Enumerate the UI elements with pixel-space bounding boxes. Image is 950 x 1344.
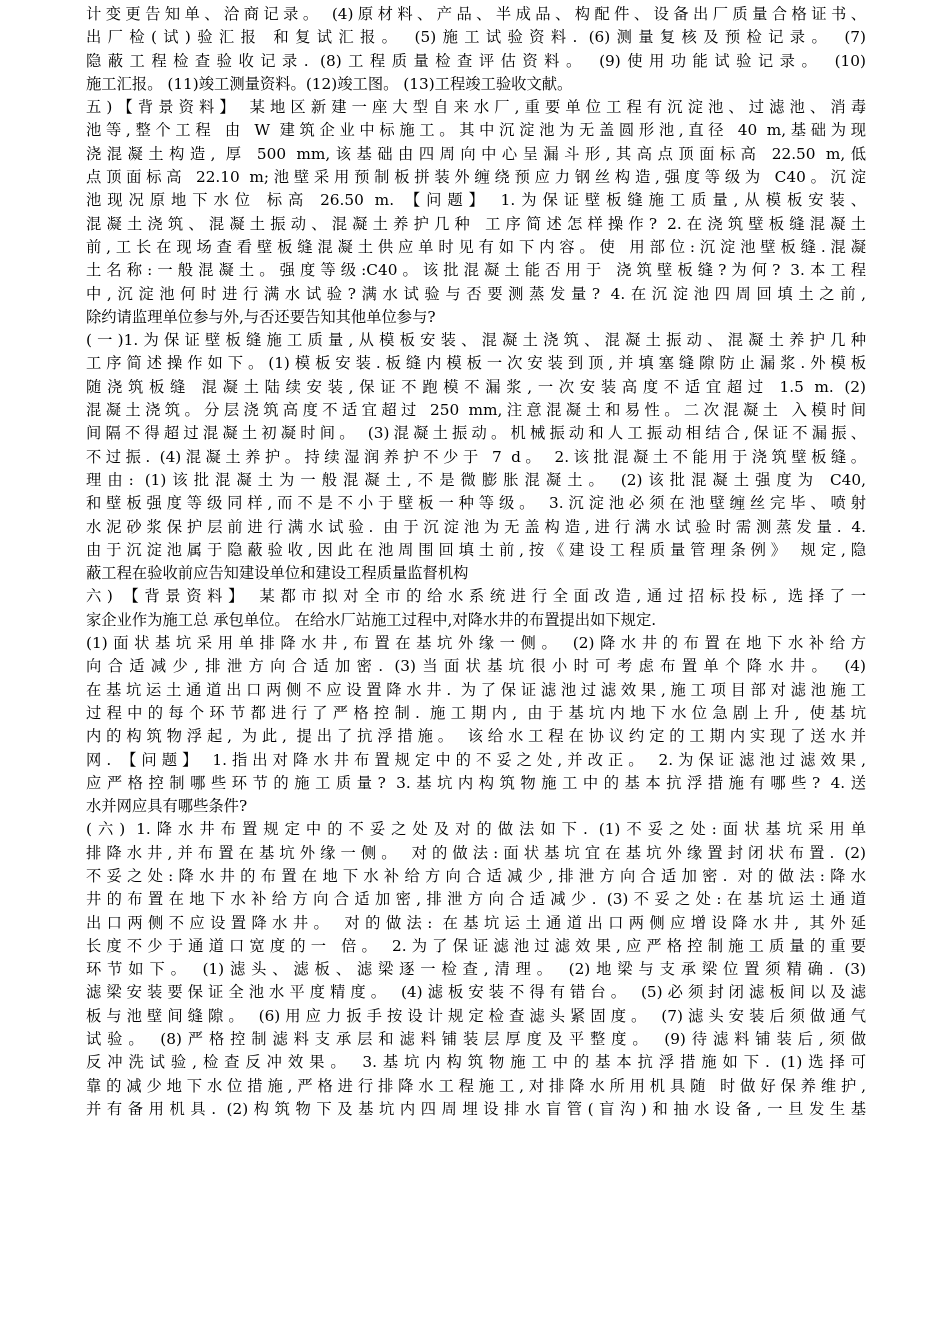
text-line: 在基坑运土通道出口两侧不应设置降水井. 为了保证滤池过滤效果,施工项目部对滤池施工 xyxy=(86,680,866,699)
text-line: 混凝土浇筑、混凝土振动、混凝土养护几种 工序简述怎样操作? 2.在浇筑壁板缝混凝土 xyxy=(86,214,866,233)
text-line: 计变更告知单、洽商记录。 (4)原材料、产品、半成品、构配件、设备出厂质量合格证书、 xyxy=(86,5,866,23)
text-line: 滤梁安装要保证全池水平度精度。 (4)滤板安装不得有错台。 (5)必须封闭滤板间以及滤 xyxy=(86,983,866,1002)
text-line: 靠的减少地下水位措施,严格进行排降水工程施工,对排降水所用机具随 时做好保养维护, xyxy=(86,1076,866,1095)
text-line: 向合适减少,排泄方向合适加密. (3)当面状基坑很小时可考虑布置单个降水井。 (4) xyxy=(86,657,866,676)
text-line: 浇混凝土构造, 厚 500 mm,该基础由四周向中心呈漏斗形,其高点顶面标高 22.50 m,低 xyxy=(86,144,866,163)
text-line: 间隔不得超过混凝土初凝时间。 (3)混凝土振动。机械振动和人工振动相结合,保证不漏振、 xyxy=(86,424,866,443)
text-line: (一)1.为保证壁板缝施工质量,从模板安装、混凝土浇筑、混凝土振动、混凝土养护几种 xyxy=(86,331,866,350)
document-page xyxy=(86,0,866,1344)
text-line: 环节如下。 (1)滤头、滤板、滤梁逐一检查,清理。 (2)地梁与支承梁位置须精确. (3) xyxy=(86,960,866,979)
text-line: 井的布置在地下水补给方向合适加密,排泄方向合适减少. (3)不妥之处:在基坑运土通道 xyxy=(86,890,866,909)
text-line: 网. 【问题】 1.指出对降水井布置规定中的不妥之处,并改正。 2.为保证滤池过滤效果, xyxy=(86,750,866,769)
text-line: 试验。 (8)严格控制滤料支承层和滤料铺装层厚度及平整度。 (9)待滤料铺装后,须做 xyxy=(86,1030,866,1049)
text-line: 不过振. (4)混凝土养护。持续湿润养护不少于 7 d。 2.该批混凝土不能用于浇筑壁板缝。 xyxy=(86,447,866,466)
text-line: 施工汇报。 (11)竣工测量资料。(12)竣工图。 (13)工程竣工验收文献。 xyxy=(86,74,573,93)
text-line: 并有备用机具. (2)构筑物下及基坑内四周埋设排水盲管(盲沟)和抽水设备,一旦发生基 xyxy=(86,1099,866,1118)
text-line: (1)面状基坑采用单排降水井,布置在基坑外缘一侧。 (2)降水井的布置在地下水补给方 xyxy=(86,634,866,653)
text-line: 家企业作为施工总 承包单位。 在给水厂站施工过程中,对降水井的布置提出如下规定. xyxy=(86,610,657,629)
text-line: 内的构筑物浮起, 为此, 提出了抗浮措施。 该给水工程在协议约定的工期内实现了送水并 xyxy=(86,727,866,746)
text-line: 前,工长在现场查看壁板缝混凝土供应单时见有如下内容。使 用部位:沉淀池壁板缝.混凝 xyxy=(86,237,866,256)
text-line: 由于沉淀池属于隐蔽验收,因此在池周围回填土前,按《建设工程质量管理条例》 规定,隐 xyxy=(86,540,866,559)
text-line: 出口两侧不应设置降水井。 对的做法: 在基坑运土通道出口两侧应增设降水井, 其外延 xyxy=(86,913,866,932)
text-line: 不妥之处:降水井的布置在地下水补给方向合适减少,排泄方向合适加密. 对的做法:降水 xyxy=(86,866,866,885)
text-line: 随浇筑板缝 混凝土陆续安装,保证不跑模不漏浆,一次安装高度不适宜超过 1.5 m. (2) xyxy=(86,377,866,396)
text-line: 工序简述操作如下。(1)模板安装.板缝内模板一次安装到顶,并填塞缝隙防止漏浆.外模板 xyxy=(86,354,866,373)
text-line: 五)【背景资料】 某地区新建一座大型自来水厂,重要单位工程有沉淀池、过滤池、消毒 xyxy=(86,98,866,117)
text-line: 和壁板强度等级同样,而不是不小于壁板一种等级。 3.沉淀池必须在池壁缠丝完毕、喷射 xyxy=(86,494,866,513)
text-line: 板与池壁间缝隙。 (6)用应力扳手按设计规定检查滤头紧固度。 (7)滤头安装后须做通气 xyxy=(86,1006,866,1025)
text-line: 混凝土浇筑。分层浇筑高度不适宜超过 250 mm,注意混凝土和易性。二次混凝土 入模时间 xyxy=(86,401,866,420)
text-line: 隐蔽工程检查验收记录. (8)工程质量检查评估资料。 (9)使用功能试验记录。 (10) xyxy=(86,51,866,70)
text-line: 土名称:一般混凝土。强度等级:C40。该批混凝土能否用于 浇筑壁板缝?为何? 3.本工程 xyxy=(86,261,866,280)
text-line: 长度不少于通道口宽度的一 倍。 2.为了保证滤池过滤效果,应严格控制施工质量的重要 xyxy=(86,936,866,955)
text-line: 池现况原地下水位 标高 26.50 m. 【问题】 1.为保证壁板缝施工质量,从模板安装、 xyxy=(86,191,866,210)
text-line: 六) 【背景资料】 某都市拟对全市的给水系统进行全面改造,通过招标投标, 选择了一 xyxy=(86,587,866,606)
text-line: 反冲洗试验,检查反冲效果。 3.基坑内构筑物施工中的基本抗浮措施如下. (1)选择可 xyxy=(86,1053,866,1072)
text-line: 应严格控制哪些环节的施工质量? 3.基坑内构筑物施工中的基本抗浮措施有哪些? 4.送 xyxy=(86,773,866,792)
text-line: 过程中的每个环节都进行了严格控制. 施工期内, 由于基坑内地下水位急剧上升, 使基坑 xyxy=(86,703,866,722)
text-line: 点顶面标高 22.10 m;池壁采用预制板拼装外缠绕预应力钢丝构造,强度等级为 C40。沉淀 xyxy=(86,168,866,187)
text-line: 出厂检(试)验汇报 和复试汇报。 (5)施工试验资料. (6)测量复核及预检记录。 (7) xyxy=(86,28,866,47)
text-line: 中,沉淀池何时进行满水试验?满水试验与否要测蒸发量? 4.在沉淀池四周回填土之前, xyxy=(86,284,866,303)
text-line: 除约请监理单位参与外,与否还要告知其他单位参与? xyxy=(86,307,436,326)
text-line: 理由: (1)该批混凝土为一般混凝土,不是微膨胀混凝土。 (2)该批混凝土强度为 C40, xyxy=(86,470,866,489)
text-line: 池等,整个工程 由 W 建筑企业中标施工。其中沉淀池为无盖圆形池,直径 40 m,基础为现 xyxy=(86,121,866,140)
text-line: 排降水井,并布置在基坑外缘一侧。 对的做法:面状基坑宜在基坑外缘置封闭状布置. (2) xyxy=(86,843,866,862)
text-line: 蔽工程在验收前应告知建设单位和建设工程质量监督机构 xyxy=(86,564,469,583)
text-line: 水泥砂浆保护层前进行满水试验. 由于沉淀池为无盖构造,进行满水试验时需测蒸发量. 4. xyxy=(86,517,866,536)
text-line: 水并网应具有哪些条件? xyxy=(86,797,248,816)
text-line: (六) 1.降水井布置规定中的不妥之处及对的做法如下. (1)不妥之处:面状基坑采用单 xyxy=(86,820,866,839)
